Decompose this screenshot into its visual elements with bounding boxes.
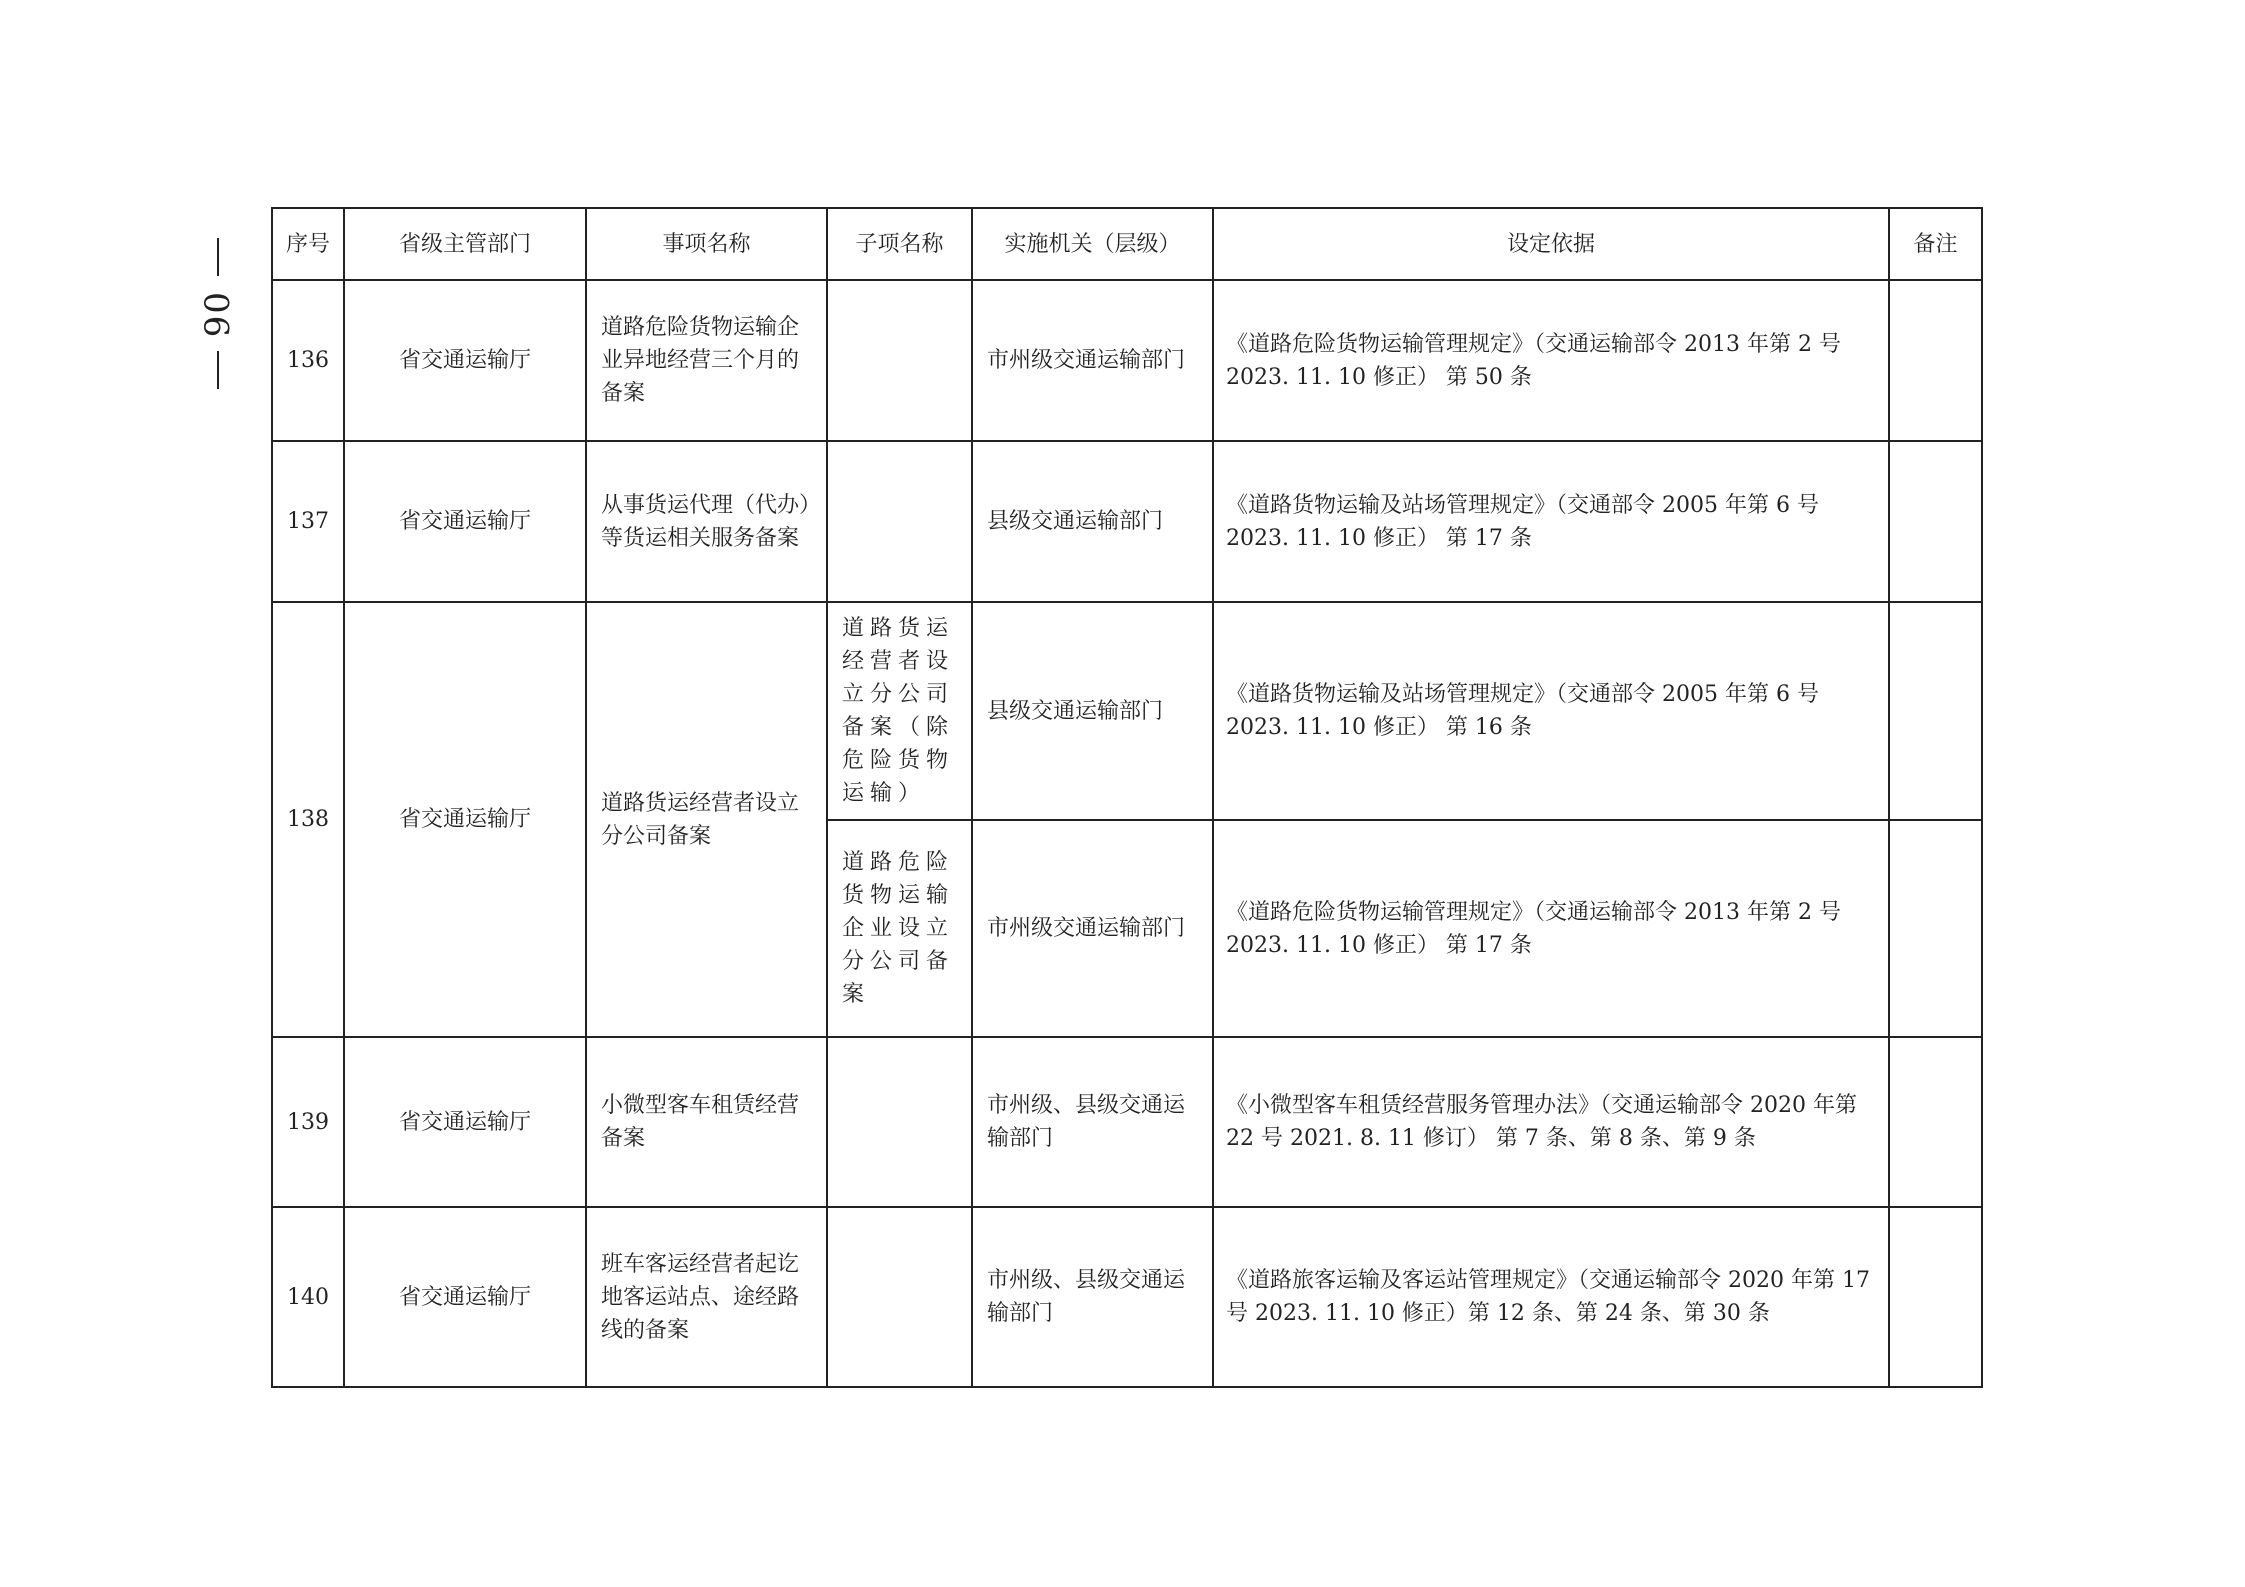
header-basis: 设定依据 xyxy=(1213,208,1889,280)
cell-org: 市州级交通运输部门 xyxy=(972,280,1213,441)
cell-item: 班车客运经营者起讫地客运站点、途经路线的备案 xyxy=(586,1207,827,1387)
cell-basis: 《道路危险货物运输管理规定》（交通运输部令 2013 年第 2 号 2023. 11. 10 修正） 第 50 条 xyxy=(1213,280,1889,441)
cell-seq: 138 xyxy=(272,602,344,1037)
cell-basis: 《道路货物运输及站场管理规定》（交通部令 2005 年第 6 号 2023. 11. 10 修正） 第 17 条 xyxy=(1213,441,1889,602)
cell-basis: 《道路危险货物运输管理规定》（交通运输部令 2013 年第 2 号 2023. 11. 10 修正） 第 17 条 xyxy=(1213,820,1889,1037)
header-item: 事项名称 xyxy=(586,208,827,280)
page-number-text: 90 xyxy=(198,290,238,338)
cell-org: 县级交通运输部门 xyxy=(972,441,1213,602)
cell-org: 市州级、县级交通运输部门 xyxy=(972,1037,1213,1207)
cell-sub xyxy=(827,280,972,441)
cell-item: 小微型客车租赁经营备案 xyxy=(586,1037,827,1207)
table-header-row xyxy=(272,208,1982,280)
table-row xyxy=(272,441,1982,602)
cell-remark xyxy=(1889,820,1982,1037)
table-row xyxy=(272,1207,1982,1387)
cell-item: 道路货运经营者设立分公司备案 xyxy=(586,602,827,1037)
table-row xyxy=(272,280,1982,441)
cell-org: 市州级交通运输部门 xyxy=(972,820,1213,1037)
cell-seq: 136 xyxy=(272,280,344,441)
header-dept: 省级主管部门 xyxy=(344,208,586,280)
cell-dept: 省交通运输厅 xyxy=(344,441,586,602)
cell-remark xyxy=(1889,602,1982,820)
page-number-dash-bottom xyxy=(217,351,219,389)
page-number-dash-top xyxy=(217,238,219,276)
cell-sub xyxy=(827,1207,972,1387)
header-remark: 备注 xyxy=(1889,208,1982,280)
cell-remark xyxy=(1889,1207,1982,1387)
table-row xyxy=(272,602,1982,820)
cell-org: 市州级、县级交通运输部门 xyxy=(972,1207,1213,1387)
cell-seq: 137 xyxy=(272,441,344,602)
cell-dept: 省交通运输厅 xyxy=(344,1037,586,1207)
cell-sub xyxy=(827,441,972,602)
cell-item: 从事货运代理（代办）等货运相关服务备案 xyxy=(586,441,827,602)
cell-dept: 省交通运输厅 xyxy=(344,280,586,441)
cell-sub: 道路危险货物运输企业设立分公司备案 xyxy=(827,820,972,1037)
items-table xyxy=(271,207,1983,1388)
cell-remark xyxy=(1889,280,1982,441)
cell-sub xyxy=(827,1037,972,1207)
cell-dept: 省交通运输厅 xyxy=(344,1207,586,1387)
cell-basis: 《小微型客车租赁经营服务管理办法》（交通运输部令 2020 年第 22 号 2021. 8. 11 修订） 第 7 条、第 8 条、第 9 条 xyxy=(1213,1037,1889,1207)
cell-seq: 140 xyxy=(272,1207,344,1387)
cell-basis: 《道路货物运输及站场管理规定》（交通部令 2005 年第 6 号 2023. 11. 10 修正） 第 16 条 xyxy=(1213,602,1889,820)
cell-dept: 省交通运输厅 xyxy=(344,602,586,1037)
header-sub: 子项名称 xyxy=(827,208,972,280)
cell-remark xyxy=(1889,1037,1982,1207)
header-seq: 序号 xyxy=(272,208,344,280)
cell-remark xyxy=(1889,441,1982,602)
cell-basis: 《道路旅客运输及客运站管理规定》（交通运输部令 2020 年第 17 号 2023. 11. 10 修正）第 12 条、第 24 条、第 30 条 xyxy=(1213,1207,1889,1387)
cell-org: 县级交通运输部门 xyxy=(972,602,1213,820)
header-org: 实施机关（层级） xyxy=(972,208,1213,280)
table-row xyxy=(272,1037,1982,1207)
cell-seq: 139 xyxy=(272,1037,344,1207)
cell-sub: 道路货运经营者设立分公司备案（除危险货物运输） xyxy=(827,602,972,820)
cell-item: 道路危险货物运输企业异地经营三个月的备案 xyxy=(586,280,827,441)
page-number xyxy=(195,238,241,406)
